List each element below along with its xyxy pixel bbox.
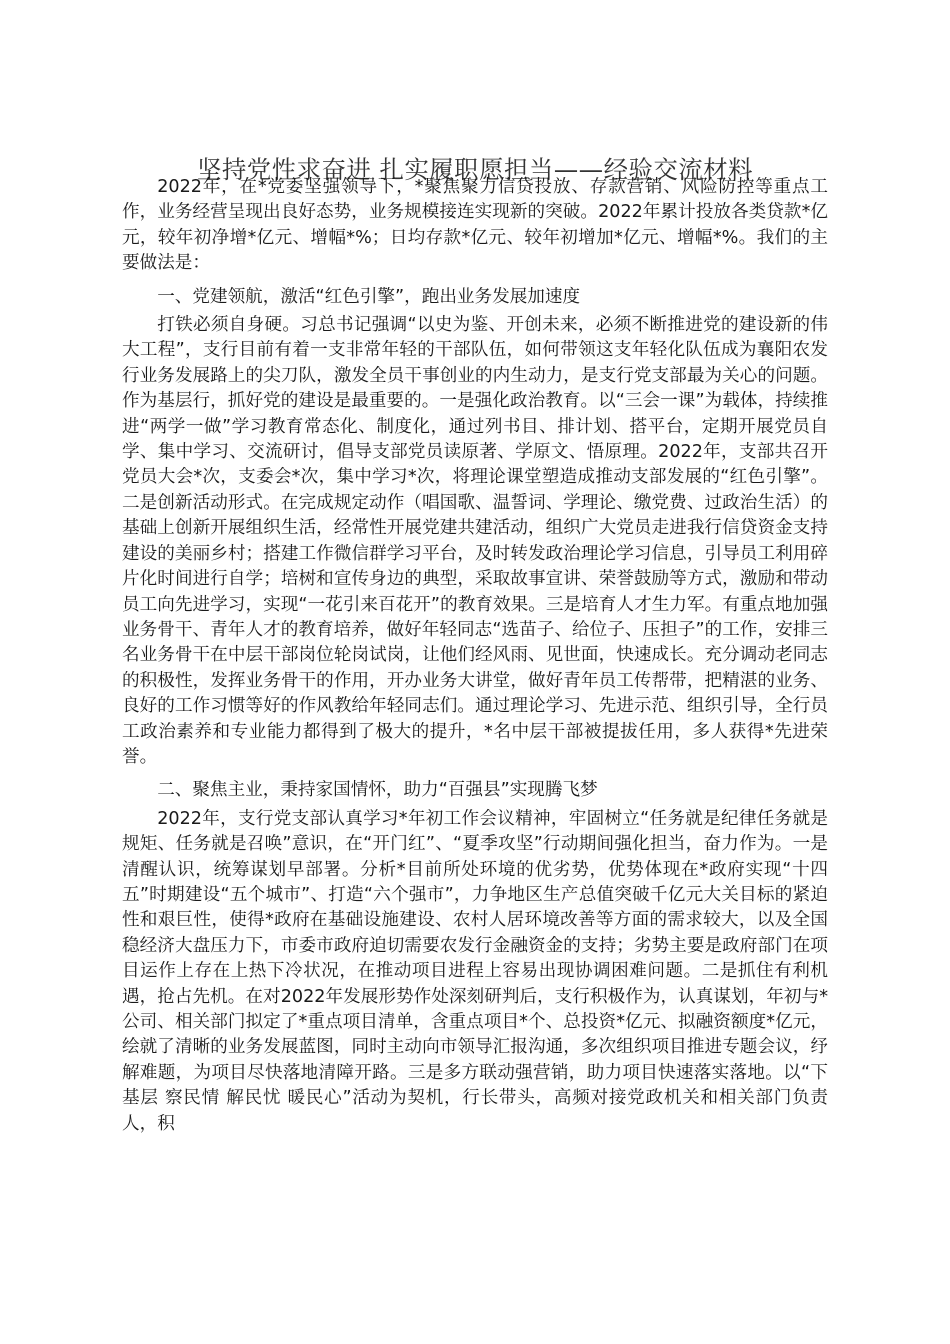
document-title: 坚持党性求奋进 扎实履职愿担当——经验交流材料 [197, 155, 753, 184]
section-1-paragraph: 打铁必须自身硬。习总书记强调“以史为鉴、开创未来，必须不断推进党的建设新的伟大工程”，支行目前有着一支非常年轻的干部队伍，如何带领这支年轻化队伍成为襄阳农发行业务发展路上的尖刀队，激发全员干事创业的内生动力，是支行党支部最为关心的问题。作为基层行，抓好党的建设是最重要的。一是强化政治教育。以“三会一课”为载体，持续推进“两学一做”学习教育常态化、制度化，通过列书目、排计划、搭平台，定期开展党员自学、集中学习、交流研讨，倡导支部党员读原著、学原文、悟原理。2022年，支部共召开党员大会*次，支委会*次，集中学习*次，将理论课堂塑造成推动支部发展的“红色引擎”。二是创新活动形式。在完成规定动作（唱国歌、温誓词、学理论、缴党费、过政治生活）的基础上创新开展组织生活，经常性开展党建共建活动，组织广大党员走进我行信贷资金支持建设的美丽乡村；搭建工作微信群学习平台，及时转发政治理论学习信息，引导员工利用碎片化时间进行自学；培树和宣传身边的典型，采取故事宣讲、荣誉鼓励等方式，激励和带动员工向先进学习，实现“一花引来百花开”的教育效果。三是培育人才生力军。有重点地加强业务骨干、青年人才的教育培养，做好年轻同志“选苗子、给位子、压担子”的工作，安排三名业务骨干在中层干部岗位轮岗试岗，让他们经风雨、见世面，快速成长。充分调动老同志的积极性，发挥业务骨干的作用，开办业务大讲堂，做好青年员工传帮带，把精湛的业务、良好的工作习惯等好的作风教给年轻同志们。通过理论学习、先进示范、组织引导，全行员工政治素养和专业能力都得到了极大的提升，*名中层干部被提拔任用，多人获得*先进荣誉。 [122, 315, 828, 767]
document-body [122, 175, 828, 1137]
section-2-paragraph: 2022年，支行党支部认真学习*年初工作会议精神，牢固树立“任务就是纪律任务就是规矩、任务就是召唤”意识，在“开门红”、“夏季攻坚”行动期间强化担当，奋力作为。一是清醒认识，统筹谋划早部署。分析*目前所处环境的优劣势，优势体现在*政府实现“十四五”时期建设“五个城市”、打造“六个强市”，力争地区生产总值突破千亿元大关目标的紧迫性和艰巨性，使得*政府在基础设施建设、农村人居环境改善等方面的需求较大，以及全国稳经济大盘压力下，市委市政府迫切需要农发行金融资金的支持；劣势主要是政府部门在项目运作上存在上热下冷状况，在推动项目进程上容易出现协调困难问题。二是抓住有利机遇，抢占先机。在对2022年发展形势作处深刻研判后，支行积极作为，认真谋划，年初与*公司、相关部门拟定了*重点项目清单，含重点项目*个、总投资*亿元、拟融资额度*亿元，绘就了清晰的业务发展蓝图，同时主动向市领导汇报沟通，多次组织项目推进专题会议，纾解难题，为项目尽快落地清障开路。三是多方联动强营销，助力项目快速落实落地。以“下基层 察民情 解民忧 暖民心”活动为契机，行长带头，高频对接党政机关和相关部门负责人，积 [122, 808, 828, 1134]
section-2-heading: 二、聚焦主业，秉持家国情怀，助力“百强县”实现腾飞梦 [157, 780, 598, 801]
intro-paragraph: 2022年，在*党委坚强领导下，*聚焦聚力信贷投放、存款营销、风险防控等重点工作，业务经营呈现出良好态势，业务规模接连实现新的突破。2022年累计投放各类贷款*亿元，较年初净增*亿元、增幅*%；日均存款*亿元、较年初增加*亿元、增幅*%。我们的主要做法是： [122, 177, 828, 274]
section-1-heading: 一、党建领航，激活“红色引擎”，跑出业务发展加速度 [157, 286, 581, 307]
